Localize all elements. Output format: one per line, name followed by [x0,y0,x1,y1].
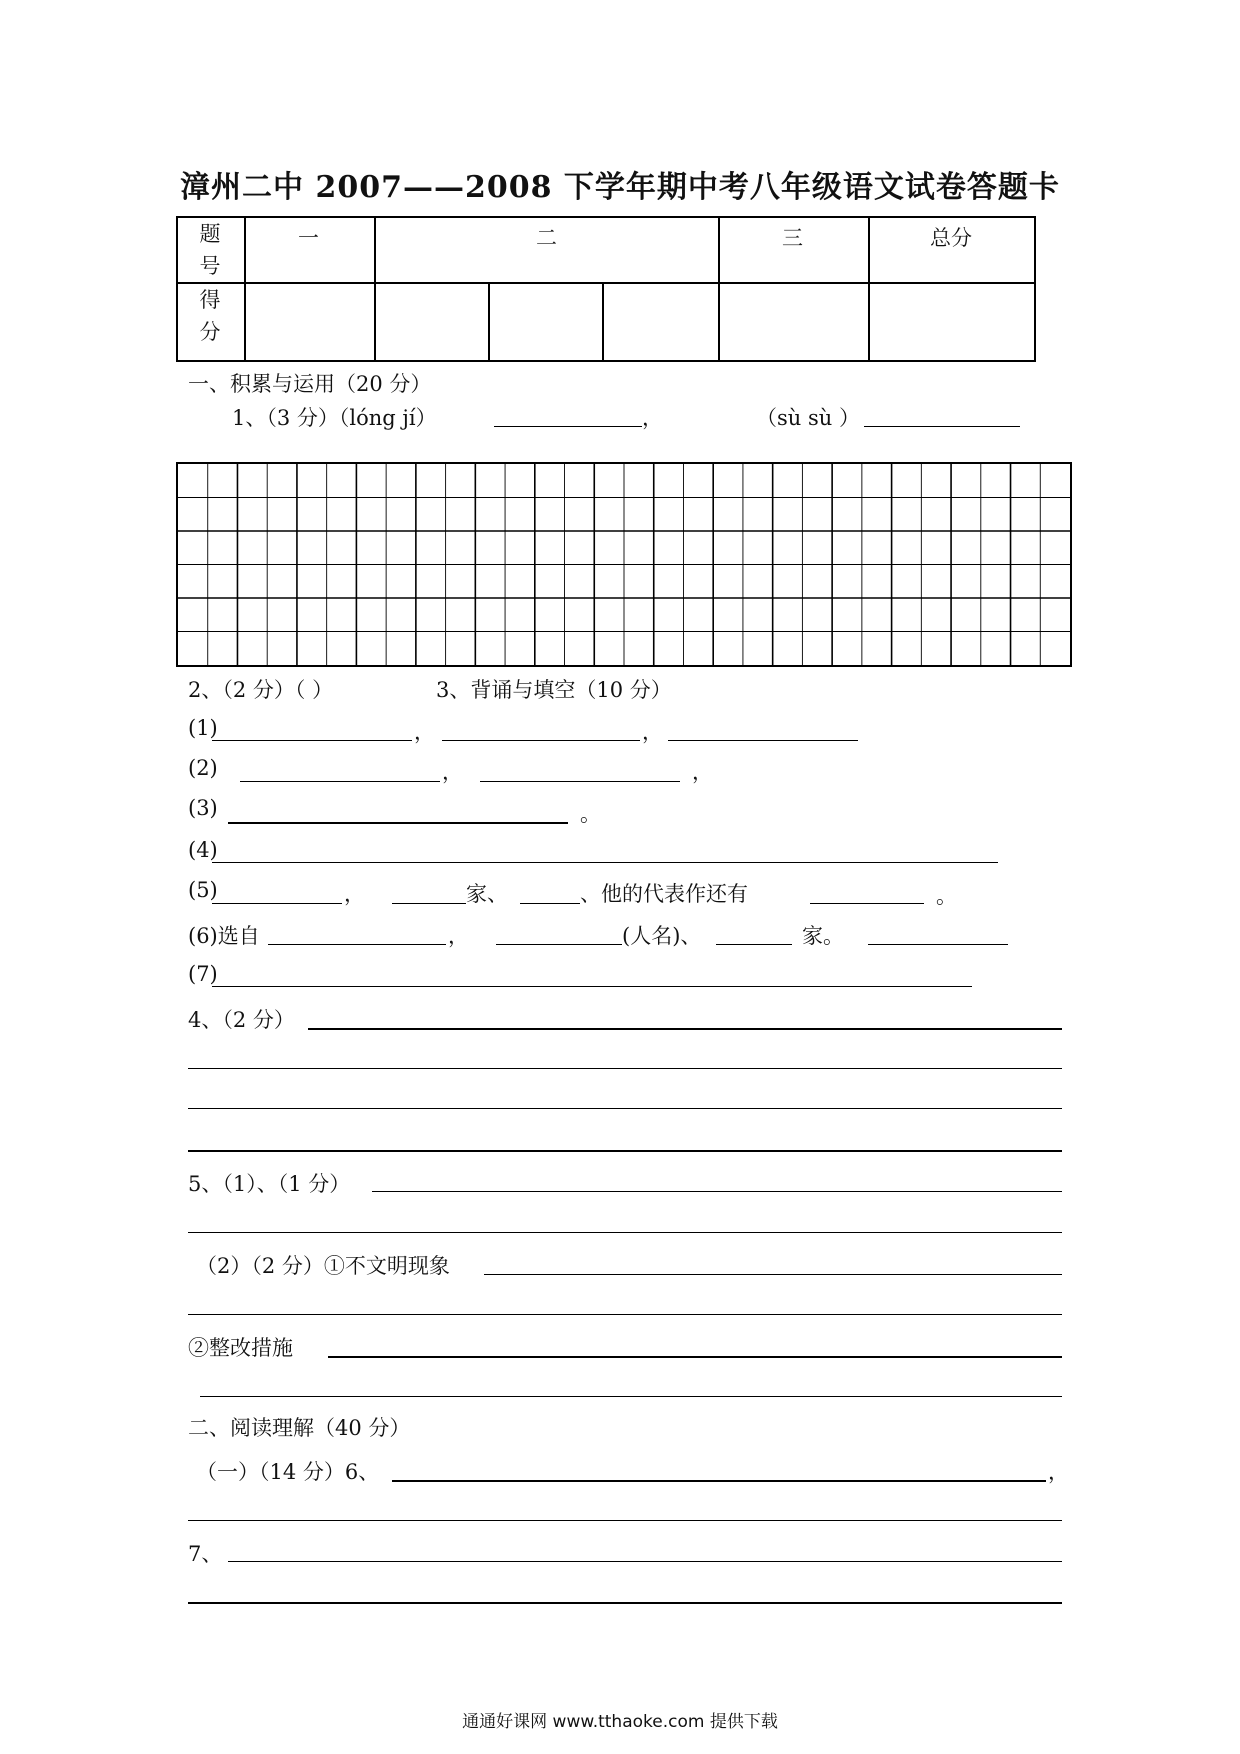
recite-5-line-3[interactable] [520,903,580,904]
recite-5-comma: ， [344,882,365,906]
recite-6-jia: 家。 [802,924,844,948]
recite-1-sep-2: ， [642,720,663,744]
recite-6-line-1[interactable] [268,944,446,945]
recite-6-line-4[interactable] [868,944,1008,945]
q5-1-line-2[interactable] [188,1232,1062,1233]
recite-3-end: 。 [580,802,601,826]
table-subcol-divider [488,282,490,360]
recite-1-line-2[interactable] [442,740,640,741]
q3-label: 3、背诵与填空（10 分） [436,678,672,702]
table-row-divider [178,282,1034,284]
recite-2-sep-1: ， [442,760,463,784]
q6-line-2[interactable] [188,1520,1062,1521]
q1-answer-line-1[interactable] [494,426,642,427]
q5-3-line-1[interactable] [328,1356,1062,1358]
q7-line-1[interactable] [228,1561,1062,1562]
recite-1-line-3[interactable] [668,740,858,741]
recite-5-representative: 、他的代表作还有 [580,882,748,906]
q4-line-1[interactable] [308,1028,1062,1030]
recite-6-line-3[interactable] [716,944,792,945]
q6-line-1[interactable] [392,1480,1046,1482]
q4-label: 4、（2 分） [188,1008,295,1032]
q1-answer-line-2[interactable] [864,426,1020,427]
q5-1-label: 5、（1）、（1 分） [188,1172,351,1196]
q5-3-label: ②整改措施 [188,1336,293,1360]
row-label-tihao: 题 号 [199,222,221,278]
q4-line-3[interactable] [188,1108,1062,1109]
q6-label: （一）（14 分）6、 [196,1460,380,1484]
header-total: 总分 [930,226,972,250]
section2-heading: 二、阅读理解（40 分） [188,1416,411,1440]
writing-grid-lines [178,464,1070,665]
page-title: 漳州二中 2007——2008 下学年期中考八年级语文试卷答题卡 [180,170,1060,205]
row-label-defen: 得 分 [199,288,221,344]
q5-2-line-2[interactable] [188,1314,1062,1315]
recite-7-line[interactable] [212,986,972,987]
q5-3-line-2[interactable] [200,1396,1062,1397]
recite-5-line-4[interactable] [810,903,924,904]
recite-5-jia: 家、 [466,882,508,906]
header-section-1: 一 [298,226,319,250]
recite-6-line-2[interactable] [496,944,622,945]
q7-line-2[interactable] [188,1602,1062,1604]
q1-comma: ， [642,406,663,430]
q1-pinyin-2: （sù sù ） [756,406,860,430]
header-section-3: 三 [782,226,803,250]
table-col-divider [244,218,246,360]
footer-credit: 通通好课网 www.tthaoke.com 提供下载 [462,1712,778,1732]
table-col-divider [868,218,870,360]
header-section-2: 二 [536,226,557,250]
table-subcol-divider [602,282,604,360]
recite-5-end: 。 [936,884,957,908]
recite-2-sep-2: ， [692,760,713,784]
q6-end: ， [1048,1460,1069,1484]
q7-label: 7、 [188,1542,223,1566]
recite-1-label: (1) [188,716,218,740]
recite-5-line-1[interactable] [212,903,342,904]
recite-6-renming: (人名)、 [622,924,702,948]
q5-2-label: （2）（2 分）①不文明现象 [196,1254,450,1278]
q2-label: 2、（2 分）（ ） [188,678,334,702]
recite-2-line-1[interactable] [240,781,440,782]
q4-line-2[interactable] [188,1068,1062,1069]
recite-5-label: (5) [188,878,218,902]
q5-2-line-1[interactable] [484,1274,1062,1275]
recite-7-label: (7) [188,962,218,986]
table-col-divider [374,218,376,360]
recite-4-line[interactable] [212,862,998,863]
recite-5-line-2[interactable] [392,903,466,904]
recite-2-line-2[interactable] [480,781,680,782]
table-col-divider [718,218,720,360]
recite-6-label: (6)选自 [188,924,260,948]
q4-line-4[interactable] [188,1150,1062,1152]
recite-3-line[interactable] [228,822,568,824]
writing-grid[interactable] [176,462,1072,667]
section1-heading: 一、积累与运用（20 分） [188,372,432,396]
q5-1-line-1[interactable] [372,1191,1062,1192]
recite-6-comma: ， [448,924,469,948]
score-table [176,216,1036,362]
recite-2-label: (2) [188,756,218,780]
recite-3-label: (3) [188,796,218,820]
q1-label: 1、（3 分）（lóng jí） [232,406,437,430]
recite-1-sep-1: ， [414,720,435,744]
recite-1-line-1[interactable] [212,740,412,741]
recite-4-label: (4) [188,838,218,862]
